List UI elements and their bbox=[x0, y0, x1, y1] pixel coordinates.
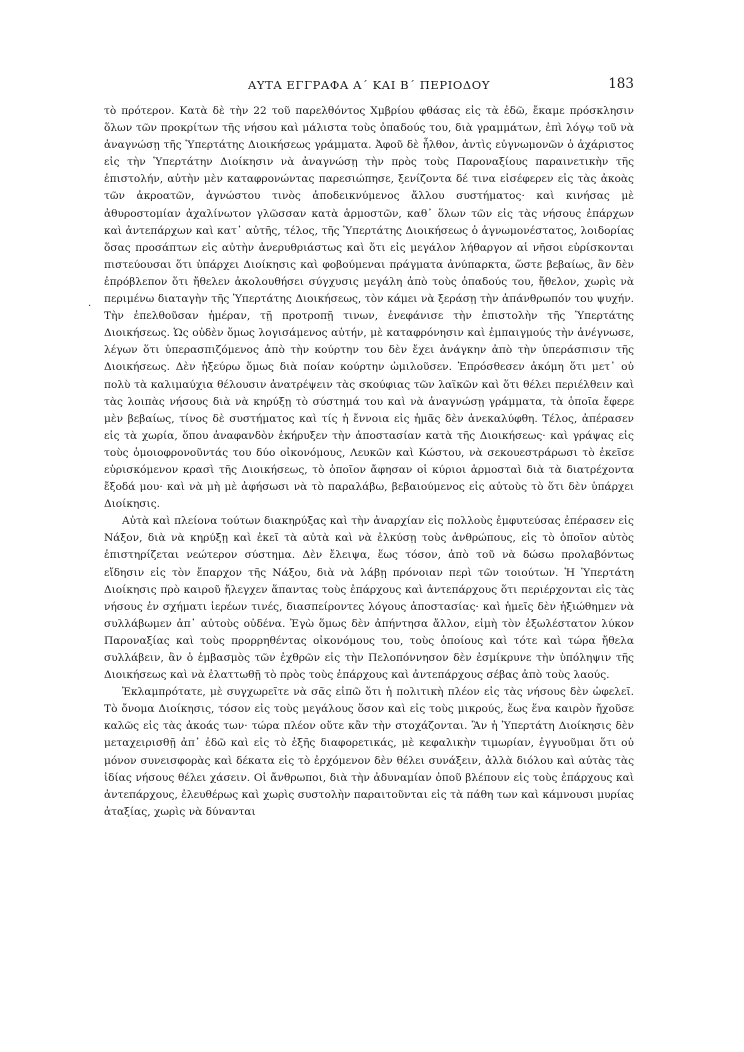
paragraph-1: τὸ πρότερον. Κατὰ δὲ τὴν 22 τοῦ παρελθόντος Χμβρίου φθάσας εἰς τὰ ἐδῶ, ἔκαμε πρόσκλησιν ὅλων τῶν προκρίτων τῆς νήσου καὶ μάλιστα τοὺς ὀπαδούς του, διὰ γραμμάτων, ἐπὶ λόγῳ τοῦ νὰ ἀναγνώσῃ τῆς Ὑπερτάτης Διοικήσεως γράμματα. Ἀφοῦ δὲ ἦλθον, ἀντὶς εὐγνωμονῶν ὁ ἀχάριστος εἰς τὴν Ὑπερτάτην Διοίκησιν νὰ ἀναγνώσῃ τὴν πρὸς τοὺς Παροναξίους παραινετικὴν τῆς ἐπιστολήν, αὐτὴν μὲν καταφρονώντας παρεσιώπησε, ξενίζοντα δέ τινα εἰσέφερεν εἰς τὰς ἀκοὰς τῶν ἀκροατῶν, ἀγνώστου τινὸς ἀποδεικνύμενος ἄλλου συστήματος· καὶ κινήσας μὲ ἀθυροστομίαν ἀχαλίνωτον γλῶσσαν κατὰ ἁρμοστῶν, καθ᾽ ὅλων τῶν εἰς τὰς νήσους ἐπάρχων καὶ ἀντεπάρχων καὶ κατ᾽ αὐτῆς, τέλος, τῆς Ὑπερτάτης Διοικήσεως ὁ ἀγνωμονέστατος, λοιδορίας ὅσας προσάπτων εἰς αὐτὴν ἀνερυθριάστως καὶ ὅτι εἰς μεγάλον λήθαργον αἱ νῆσοι εὑρίσκονται πιστεύουσαι ὅτι ὑπάρχει Διοίκησις καὶ φοβούμεναι πράγματα ἀνύπαρκτα, ὥστε βεβαίως, ἂν δὲν ἐπρόβλεπον ὅτι ἤθελεν ἀκολουθήσει σύγχυσις μεγάλη ἀπὸ τοὺς ὀπαδούς του, ἤθελον, χωρὶς νὰ περιμένω διαταγὴν τῆς Ὑπερτάτης Διοικήσεως, τὸν κάμει νὰ ξεράσῃ τὴν ἀπάνθρωπόν του ψυχήν. Τὴν ἐπελθοῦσαν ἡμέραν, τῇ προτροπῇ τινων, ἐνεφάνισε τὴν ἐπιστολὴν τῆς Ὑπερτάτης Διοικήσεως. Ὡς οὐδὲν ὅμως λογισάμενος αὐτήν, μὲ καταφρόνησιν καὶ ἐμπαιγμούς τὴν ἀνέγνωσε, λέγων ὅτι ὑπερασπιζόμενος ἀπὸ τὴν κούρτην του δὲν ἔχει ἀνάγκην ἀπὸ τὴν ὑπεράσπισιν τῆς Διοικήσεως. Δὲν ἠξεύρω ὅμως διὰ ποίαν κούρτην ὡμιλοῦσεν. Ἐπρόσθεσεν ἀκόμη ὅτι μετ᾽ οὐ πολὺ τὰ καλιμαύχια θέλουσιν ἀνατρέψειν τὰς σκούφιας τῶν λαϊκῶν καὶ ὅτι θέλει περιέλθειν καὶ τὰς λοιπὰς νήσους διὰ νὰ κηρύξῃ τὸ σύστημά του καὶ νὰ ἀναγνώσῃ γράμματα, τὰ ὁποῖα ἔφερε μὲν βεβαίως, τίνος δὲ συστήματος καὶ τίς ἡ ἔννοια εἰς ἡμᾶς δὲν ἀνεκαλύφθη. Τέλος, ἀπέρασεν εἰς τὰ χωρία, ὅπου ἀναφανδὸν ἐκήρυξεν τὴν ἀποστασίαν κατὰ τῆς Διοικήσεως· καὶ γράψας εἰς τοὺς ὁμοιοφρονοῦντάς του δύο οἰκονόμους, Λευκῶν καὶ Κώστου, νὰ σεκουεστράρωσι τὸ ἐκεῖσε εὑρισκόμενον κρασὶ τῆς Διοικήσεως, τὸ ὁποῖον ἄφησαν οἱ κύριοι ἁρμοσταὶ διὰ τὰ διατρέχοντα ἔξοδά μου· καὶ νὰ μὴ μὲ ἀφήσωσι νὰ τὸ παραλάβω, βεβαιούμενος εἰς αὐτοὺς τὸ ὅτι δὲν ὑπάρχει Διοίκησις. bbox=[104, 105, 634, 511]
margin-mark: . bbox=[88, 298, 92, 309]
body-text bbox=[104, 103, 634, 821]
page-number: 183 bbox=[608, 76, 634, 92]
running-head: ΑΥΤΑ ΕΓΓΡΑΦΑ Α΄ ΚΑΙ Β΄ ΠΕΡΙΟΔΟΥ bbox=[247, 78, 491, 92]
page-header bbox=[104, 78, 634, 98]
paragraph-3: Ἐκλαμπρότατε, μὲ συγχωρεῖτε νὰ σᾶς εἰπῶ ὅτι ἡ πολιτικὴ πλέον εἰς τὰς νήσους δὲν ὠφελεῖ. Τὸ ὄνομα Διοίκησις, τόσον εἰς τοὺς μεγάλους ὅσον καὶ εἰς τοὺς μικρούς, ἕως ἕνα καιρὸν ἤχοῦσε καλῶς εἰς τὰς ἀκοάς των· τώρα πλέον οὔτε κἂν τὴν στοχάζονται. Ἂν ἡ Ὑπερτάτη Διοίκησις δὲν μεταχειρισθῇ ἀπ᾽ ἐδῶ καὶ εἰς τὸ ἑξῆς διαφορετικάς, μὲ κεφαλικὴν τιμωρίαν, ἐγγυοῦμαι ὅτι οὐ μόνον συνεισφορὰς καὶ δέκατα εἰς τὸ ἐρχόμενον δὲν θέλει συνάξειν, ἀλλὰ διόλου καὶ αὐτὰς τὰς ἰδίας νήσους θέλει χάσειν. Οἱ ἄνθρωποι, διὰ τὴν ἀδυναμίαν ὁποῦ βλέπουν εἰς τοὺς ἐπάρχους καὶ ἀντεπάρχους, ἐλευθέρως καὶ χωρὶς συστολὴν παραιτοῦνται εἰς τὰ πάθη των καὶ κάμνουσι μυρίας ἀταξίας, χωρὶς νὰ δύνανται bbox=[104, 686, 634, 818]
paragraph-2: Αὐτὰ καὶ πλείονα τούτων διακηρύξας καὶ τὴν ἀναρχίαν εἰς πολλοὺς ἐμφυτεύσας ἐπέρασεν εἰς Νάξον, διὰ νὰ κηρύξῃ καὶ ἐκεῖ τὰ αὐτὰ καὶ νὰ ἑλκύσῃ τοὺς ἀνθρώπους, εἰς τὸ ὁποῖον αὐτὸς ἐπιστηρίζεται νεώτερον σύστημα. Δὲν ἔλειψα, ἕως τόσον, ἀπὸ τοῦ νὰ δώσω προλαβόντως εἴδησιν εἰς τὸν ἔπαρχον τῆς Νάξου, διὰ νὰ λάβῃ πρόνοιαν περὶ τῶν τοιούτων. Ἡ Ὑπερτάτη Διοίκησις πρὸ καιροῦ ἤλεγχεν ἅπαντας τοὺς ἐπάρχους καὶ ἀντεπάρχους ὅτι περιέρχονται εἰς τὰς νήσους ἐν σχήματι ἱερέων τινές, διασπείροντες λόγους ἀποστασίας· καὶ ἡμεῖς δὲν ἠξιώθημεν νὰ συλλάβωμεν ἀπ᾽ αὐτοὺς οὐδένα. Ἐγὼ ὅμως δὲν ἀπήντησα ἄλλον, εἰμὴ τὸν ἐξωλέστατον λύκον Παροναξίας καὶ τοὺς προρρηθέντας οἰκονόμους του, τοὺς ὁποίους καὶ τότε καὶ τώρα ἤθελα συλλάβειν, ἂν ὁ ἐμβασμὸς τῶν ἐχθρῶν εἰς τὴν Πελοπόννησον δὲν ἐσμίκρυνε τὴν ὑπόληψιν τῆς Διοικήσεως καὶ νὰ ἐλαττωθῇ τὸ πρὸς τοὺς ἐπάρχους καὶ ἀντεπάρχους σέβας ἀπὸ τοὺς λαούς. bbox=[104, 515, 634, 682]
